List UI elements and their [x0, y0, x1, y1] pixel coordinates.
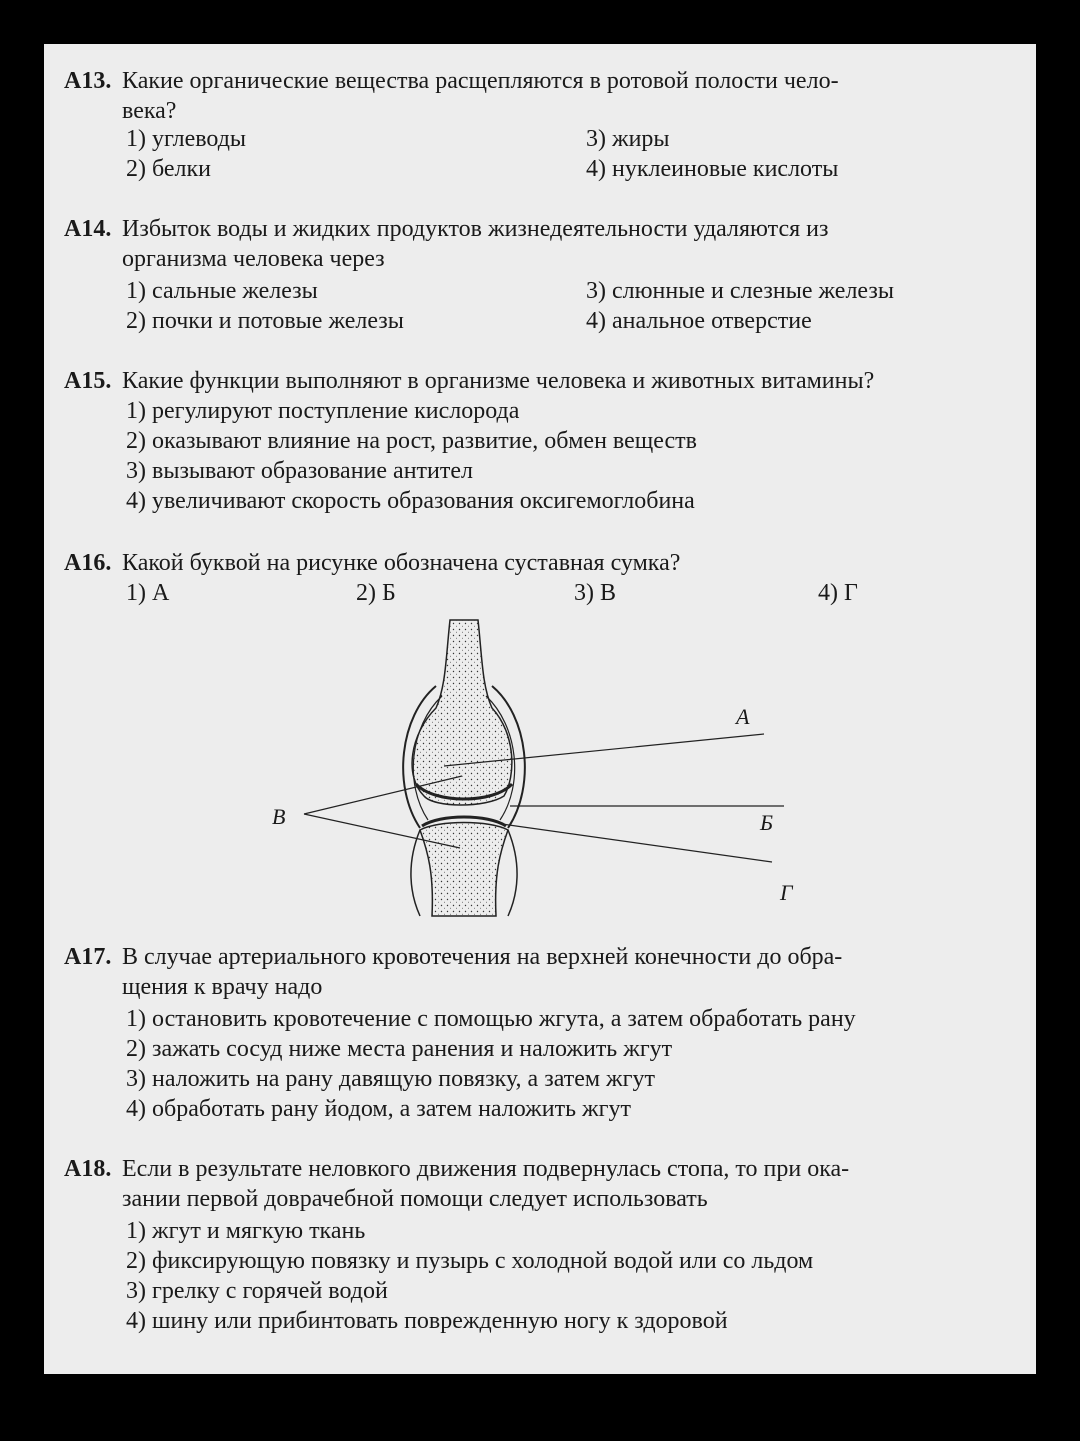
answer-option[interactable]: 4) увеличивают скорость образования оксигемоглобина: [126, 488, 695, 514]
question-text-cont: организма человека через: [122, 246, 385, 272]
joint-diagram: [224, 616, 793, 926]
question-number: А15.: [64, 368, 112, 394]
answer-option[interactable]: 3) В: [574, 580, 616, 606]
question-text: В случае артериального кровотечения на верхней конечности до обра-: [122, 944, 843, 970]
question-text: Избыток воды и жидких продуктов жизнедеятельности удаляются из: [122, 216, 829, 242]
answer-option[interactable]: 3) жиры: [586, 126, 670, 152]
label-b: Б: [760, 810, 773, 835]
question-a15: [64, 366, 1034, 396]
answer-option[interactable]: 1) регулируют поступление кислорода: [126, 398, 520, 424]
answer-option[interactable]: 3) слюнные и слезные железы: [586, 278, 894, 304]
label-g: Г: [780, 880, 793, 905]
answer-option[interactable]: 1) жгут и мягкую ткань: [126, 1218, 366, 1244]
answer-option[interactable]: 2) почки и потовые железы: [126, 308, 404, 334]
label-v: В: [272, 804, 286, 829]
answer-option[interactable]: 4) нуклеиновые кислоты: [586, 156, 839, 182]
answer-option[interactable]: 3) грелку с горячей водой: [126, 1278, 388, 1304]
exam-page: [44, 44, 1036, 1374]
question-text: Если в результате неловкого движения подвернулась стопа, то при ока-: [122, 1156, 850, 1182]
answer-option[interactable]: 2) фиксирующую повязку и пузырь с холодной водой или со льдом: [126, 1248, 814, 1274]
answer-option[interactable]: 4) Г: [818, 580, 858, 606]
answer-option[interactable]: 1) остановить кровотечение с помощью жгута, а затем обработать рану: [126, 1006, 856, 1032]
answer-option[interactable]: 4) шину или прибинтовать поврежденную ногу к здоровой: [126, 1308, 728, 1334]
answer-option[interactable]: 2) Б: [356, 580, 396, 606]
lower-bone: [420, 823, 508, 917]
question-a18: [64, 1154, 1034, 1214]
question-number: А17.: [64, 944, 112, 970]
question-a16: [64, 548, 1034, 578]
question-a17: [64, 942, 1034, 1002]
question-text-cont: зании первой доврачебной помощи следует использовать: [122, 1186, 708, 1212]
pointer-g: [502, 824, 772, 862]
answer-option[interactable]: 1) сальные железы: [126, 278, 318, 304]
question-number: А16.: [64, 550, 112, 576]
answer-option[interactable]: 4) обработать рану йодом, а затем наложить жгут: [126, 1096, 631, 1122]
upper-bone: [412, 620, 512, 805]
question-number: А14.: [64, 216, 112, 242]
question-a13: [64, 66, 1034, 126]
answer-option[interactable]: 2) зажать сосуд ниже места ранения и наложить жгут: [126, 1036, 673, 1062]
question-text: Какие органические вещества расщепляются в ротовой полости чело-: [122, 68, 839, 94]
answer-option[interactable]: 1) углеводы: [126, 126, 247, 152]
label-a: А: [736, 704, 750, 729]
answer-option[interactable]: 3) вызывают образование антител: [126, 458, 473, 484]
answer-option[interactable]: 3) наложить на рану давящую повязку, а затем жгут: [126, 1066, 655, 1092]
question-text: Какой буквой на рисунке обозначена суставная сумка?: [122, 550, 681, 576]
answer-option[interactable]: 2) оказывают влияние на рост, развитие, обмен веществ: [126, 428, 697, 454]
answer-option[interactable]: 1) А: [126, 580, 170, 606]
answer-option[interactable]: 2) белки: [126, 156, 212, 182]
question-text-cont: щения к врачу надо: [122, 974, 323, 1000]
question-number: А13.: [64, 68, 112, 94]
answer-option[interactable]: 4) анальное отверстие: [586, 308, 812, 334]
question-text: Какие функции выполняют в организме человека и животных витамины?: [122, 368, 875, 394]
question-text-cont: века?: [122, 98, 177, 124]
question-a14: [64, 214, 1034, 274]
question-number: А18.: [64, 1156, 112, 1182]
